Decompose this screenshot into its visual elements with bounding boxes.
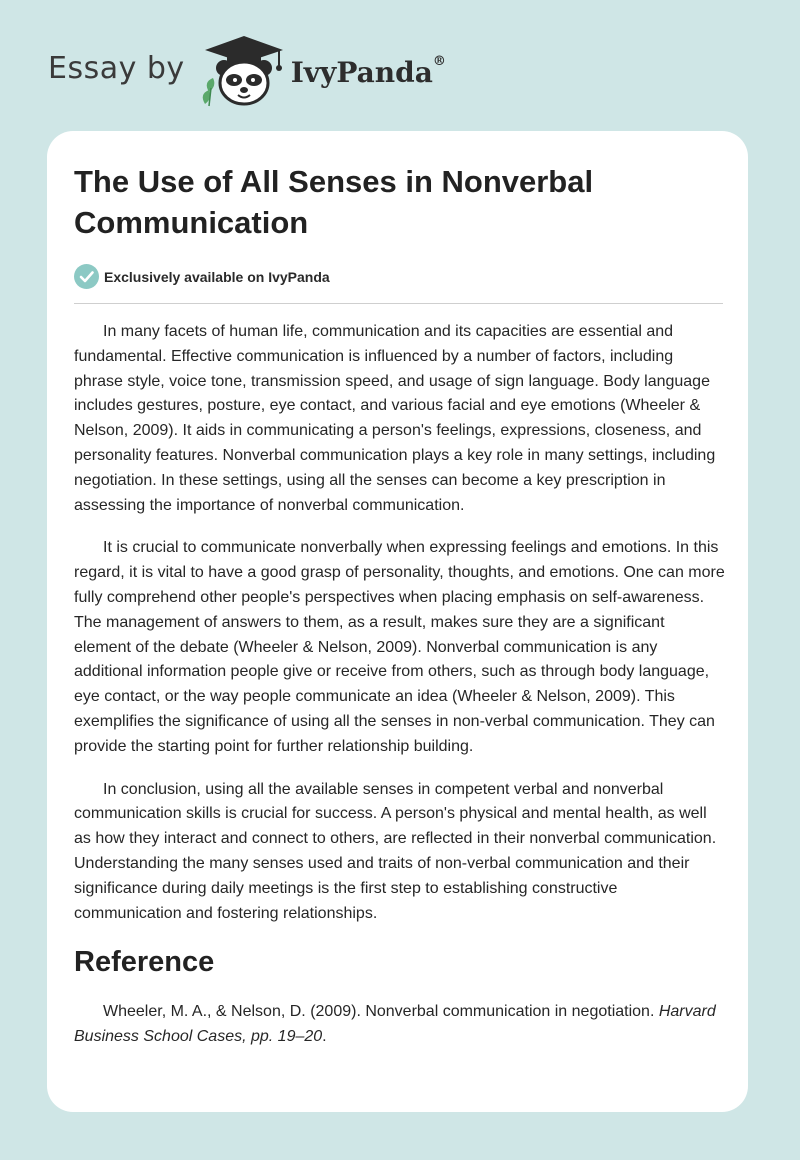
registered-mark: ® xyxy=(432,53,446,69)
reference-text: Wheeler, M. A., & Nelson, D. (2009). Nonverbal communication in negotiation. xyxy=(103,1003,655,1021)
exclusive-badge-label: Exclusively available on IvyPanda xyxy=(104,268,330,285)
reference-end: . xyxy=(322,1028,327,1046)
essay-card xyxy=(47,131,748,1112)
exclusive-badge xyxy=(74,264,330,289)
paragraph-2: It is crucial to communicate nonverbally when expressing feelings and emotions. In this regard, it is vital to have a good grasp of personality, thoughts, and emotions. One can more fully comprehend other people's perspectives when placing emphasis on self-awareness. The management of answers to them, as a result, makes sure they are a significant element of the debate (Wheeler & Nelson, 2009). Nonverbal communication is any additional information people give or receive from others, such as through body language, eye contact, or the way people communicate an idea (Wheeler & Nelson, 2009). This exemplifies the significance of using all the senses in non-verbal communication. They can provide the starting point for further relationship building. xyxy=(74,539,725,755)
essay-body xyxy=(74,320,725,1050)
reference-source: Harvard Business School Cases, pp. 19–20 xyxy=(74,1003,716,1046)
paragraph-1: In many facets of human life, communication and its capacities are essential and fundamental. Effective communication is influenced by a number of factors, including phrase style, voice tone, transmission speed, and usage of sign language. Body language includes gestures, posture, eye contact, and various facial and eye emotions (Wheeler & Nelson, 2009). It aids in communicating a person's feelings, expressions, closeness, and personality features. Nonverbal communication plays a key role in many settings, including negotiation. In these settings, using all the senses can become a key prescription in assessing the importance of nonverbal communication. xyxy=(74,323,716,514)
site-header xyxy=(48,30,446,110)
title-divider xyxy=(74,303,723,304)
page-title: The Use of All Senses in Nonverbal Communication xyxy=(74,164,594,240)
reference-entry xyxy=(74,1000,725,1050)
check-circle-icon xyxy=(74,264,99,289)
panda-graduate-logo-icon[interactable] xyxy=(199,30,289,110)
essay-by-label: Essay by xyxy=(48,50,185,86)
paragraph-3: In conclusion, using all the available senses in competent verbal and nonverbal communication skills is crucial for success. A person's physical and mental health, as well as how they interact and connect to others, are reflected in their nonverbal communication. Understanding the many senses used and traits of non-verbal communication and their significance during daily meetings is the first step to establishing constructive communication and fostering relationships. xyxy=(74,780,717,922)
brand-name[interactable]: IvyPanda® xyxy=(290,53,446,89)
reference-heading: Reference xyxy=(74,946,215,979)
